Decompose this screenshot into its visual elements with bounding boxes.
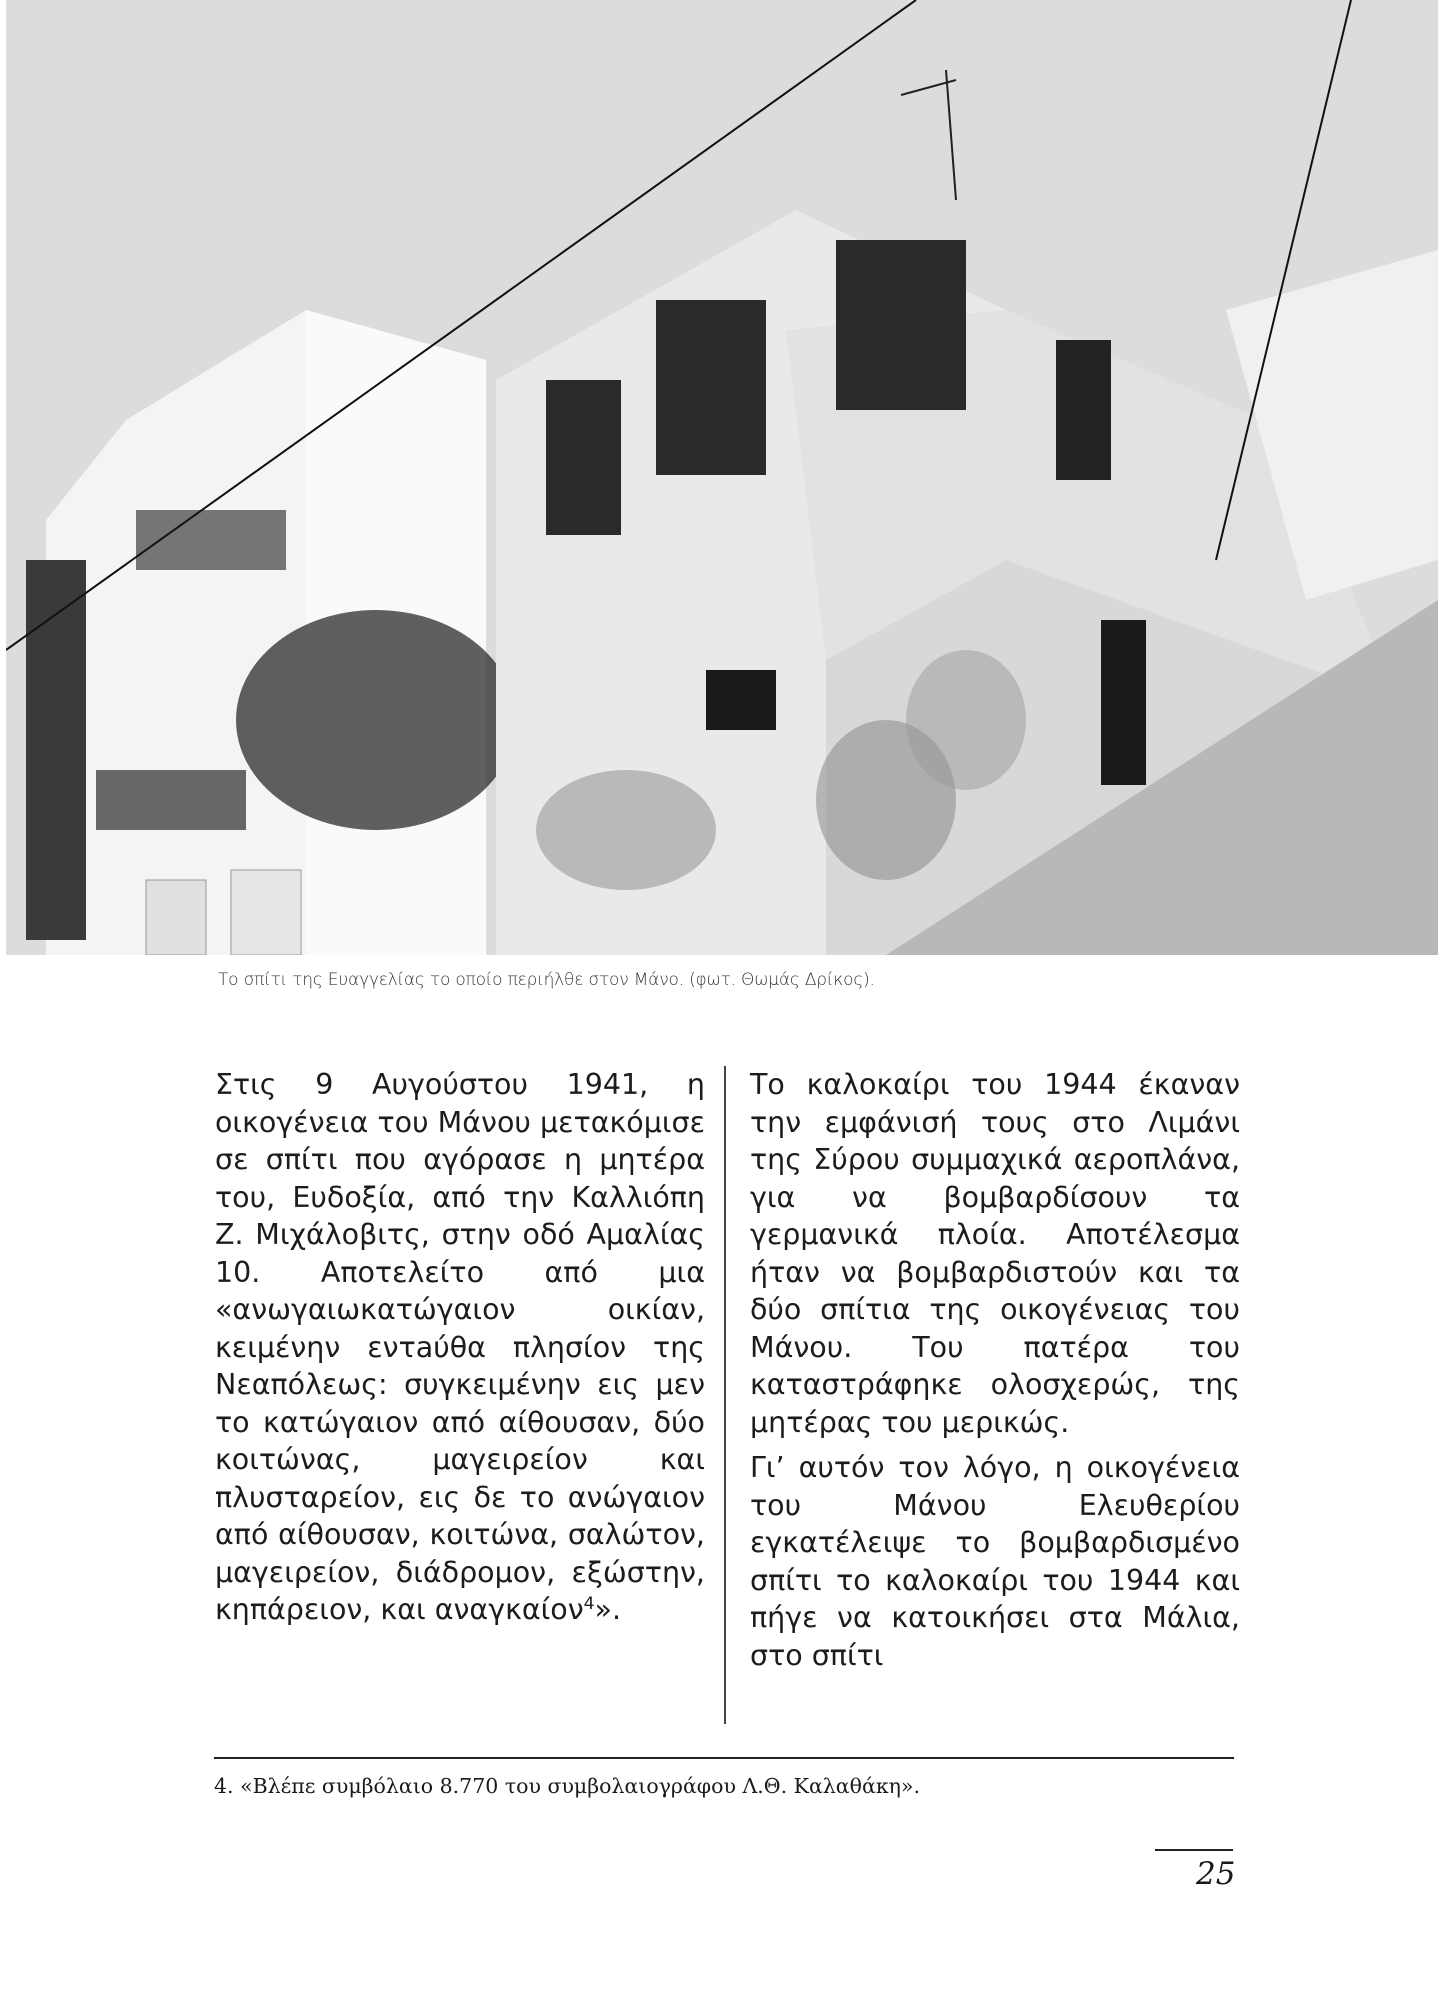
footnote-divider	[214, 1757, 1234, 1759]
left-column	[215, 1066, 705, 1637]
paragraph: Γι’ αυτόν τον λόγο, η οικογένεια του Μάνου Ελευθερίου εγκατέλειψε το βομβαρδισμένο σπίτι το καλοκαίρι του 1944 και πήγε να κατοικήσει στα Μάλια, στο σπίτι	[750, 1451, 1240, 1672]
paragraph: Το καλοκαίρι του 1944 έκαναν την εμφάνισή τους στο Λιμάνι της Σύρου συμμαχικά αεροπλάνα, για να βομβαρδίσουν τα γερμανικά πλοία. Αποτέλεσμα ήταν να βομβαρδιστούν και τα δύο σπίτια της οικογένειας του Μάνου. Του πατέρα του καταστράφηκε ολοσχερώς, της μητέρας του μερικώς.	[750, 1068, 1240, 1439]
page-number: 25	[1196, 1856, 1236, 1892]
paragraph	[215, 1066, 705, 1629]
right-column	[750, 1066, 1240, 1682]
house-photo-illustration	[6, 0, 1438, 955]
paragraph-end: ».	[594, 1593, 622, 1626]
paragraph-text: Στις 9 Αυγούστου 1941, η οικογένεια του Μάνου μετακόμισε σε σπίτι που αγόρασε η μητέρα του, Ευδοξία, από την Καλλιόπη Ζ. Μιχάλοβιτς, στην οδό Αμαλίας 10. Αποτελείτο από μια «ανωγαιωκατώγαιον οικίαν, κειμένην εντaύθα πλησίον της Νεαπόλεως: συγκειμένην εις μεν το κατώγαιον από αίθουσαν, δύο κοιτώνας, μαγειρείον και πλυσταρείον, εις δε το ανώγαιον από αίθουσαν, κοιτώνα, σαλώτον, μαγειρείον, διάδρομον, εξώστην, κηπάρειον, και αναγκαίον	[215, 1068, 705, 1626]
column-divider	[724, 1066, 726, 1724]
footnote-reference[interactable]: 4	[583, 1593, 595, 1614]
page-number-rule	[1155, 1849, 1233, 1851]
photo-caption: Το σπίτι της Ευαγγελίας το οποίο περιήλθε στον Μάνο. (φωτ. Θωμάς Δρίκος).	[218, 970, 875, 990]
house-photo	[6, 0, 1438, 955]
footnote: 4. «Βλέπε συμβόλαιο 8.770 του συμβολαιογράφου Λ.Θ. Καλαθάκη».	[214, 1774, 920, 1798]
